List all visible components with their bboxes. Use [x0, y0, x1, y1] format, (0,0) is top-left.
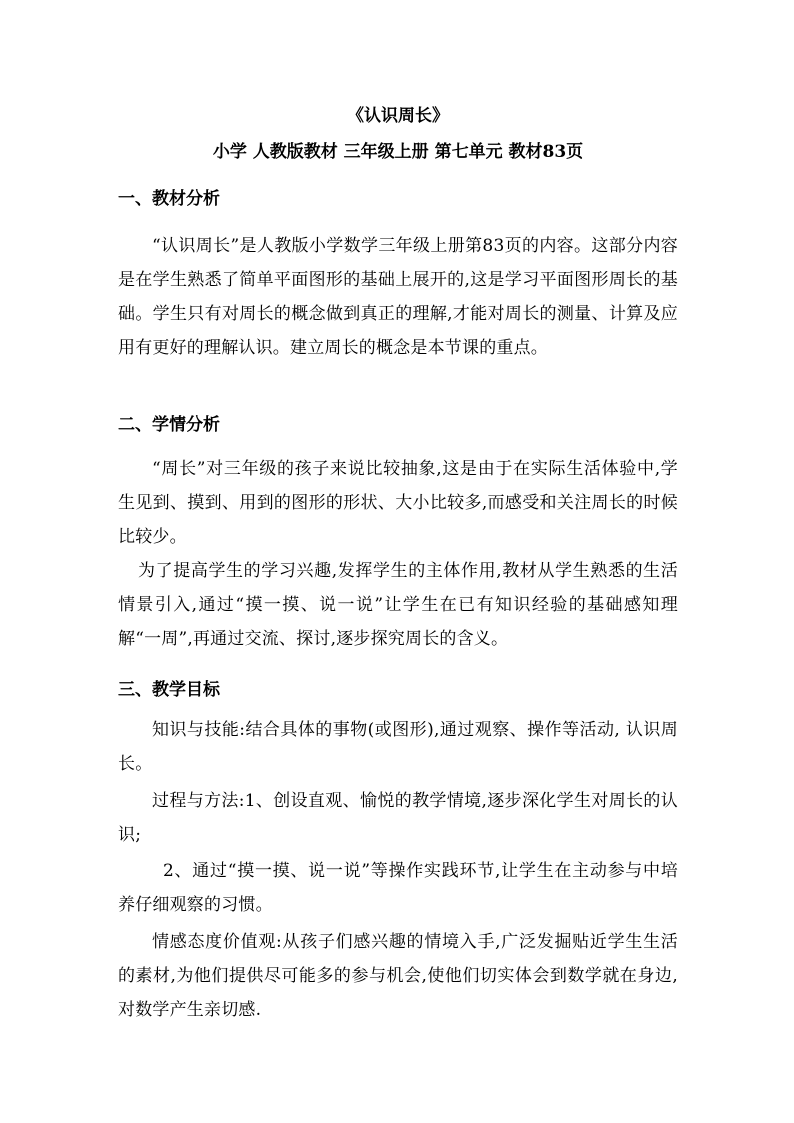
- document-title: 《认识周长》: [347, 106, 449, 126]
- learning-analysis-paragraph-2: 为了提高学生的学习兴趣,发挥学生的主体作用,教材从学生熟悉的生活情景引入,通过“摸一摸、说一说”让学生在已有知识经验的基础感知理解“一周”,再通过交流、探讨,逐步探究周长的含义。: [118, 561, 678, 649]
- section-heading-learning-analysis: 二、学情分析: [118, 415, 220, 435]
- document-subtitle: 小学 人教版教材 三年级上册 第七单元 教材83页: [212, 142, 584, 162]
- teaching-goal-knowledge-skills: 知识与技能:结合具体的事物(或图形),通过观察、操作等活动, 认识周长。: [118, 720, 678, 774]
- teaching-goal-emotion-attitude-values: 情感态度价值观:从孩子们感兴趣的情境入手,广泛发掘贴近学生生活的素材,为他们提供尽可能多的参与机会,使他们切实体会到数学就在身边,对数学产生亲切感.: [118, 932, 678, 1020]
- textbook-analysis-paragraph: “认识周长”是人教版小学数学三年级上册第83页的内容。这部分内容是在学生熟悉了简单平面图形的基础上展开的,这是学习平面图形周长的基础。学生只有对周长的概念做到真正的理解,才能对周长的测量、计算及应用有更好的理解认识。建立周长的概念是本节课的重点。: [118, 236, 678, 358]
- teaching-goal-process-methods-2: 2、通过“摸一摸、说一说”等操作实践环节,让学生在主动参与中培养仔细观察的习惯。: [118, 861, 678, 915]
- section-heading-teaching-goals: 三、教学目标: [118, 680, 220, 700]
- section-heading-textbook-analysis: 一、教材分析: [118, 189, 220, 209]
- learning-analysis-paragraph-1: “周长”对三年级的孩子来说比较抽象,这是由于在实际生活体验中,学生见到、摸到、用到的图形的形状、大小比较多,而感受和关注周长的时候比较少。: [118, 459, 678, 547]
- teaching-goal-process-methods: 过程与方法:1、创设直观、愉悦的教学情境,逐步深化学生对周长的认识;: [118, 791, 678, 845]
